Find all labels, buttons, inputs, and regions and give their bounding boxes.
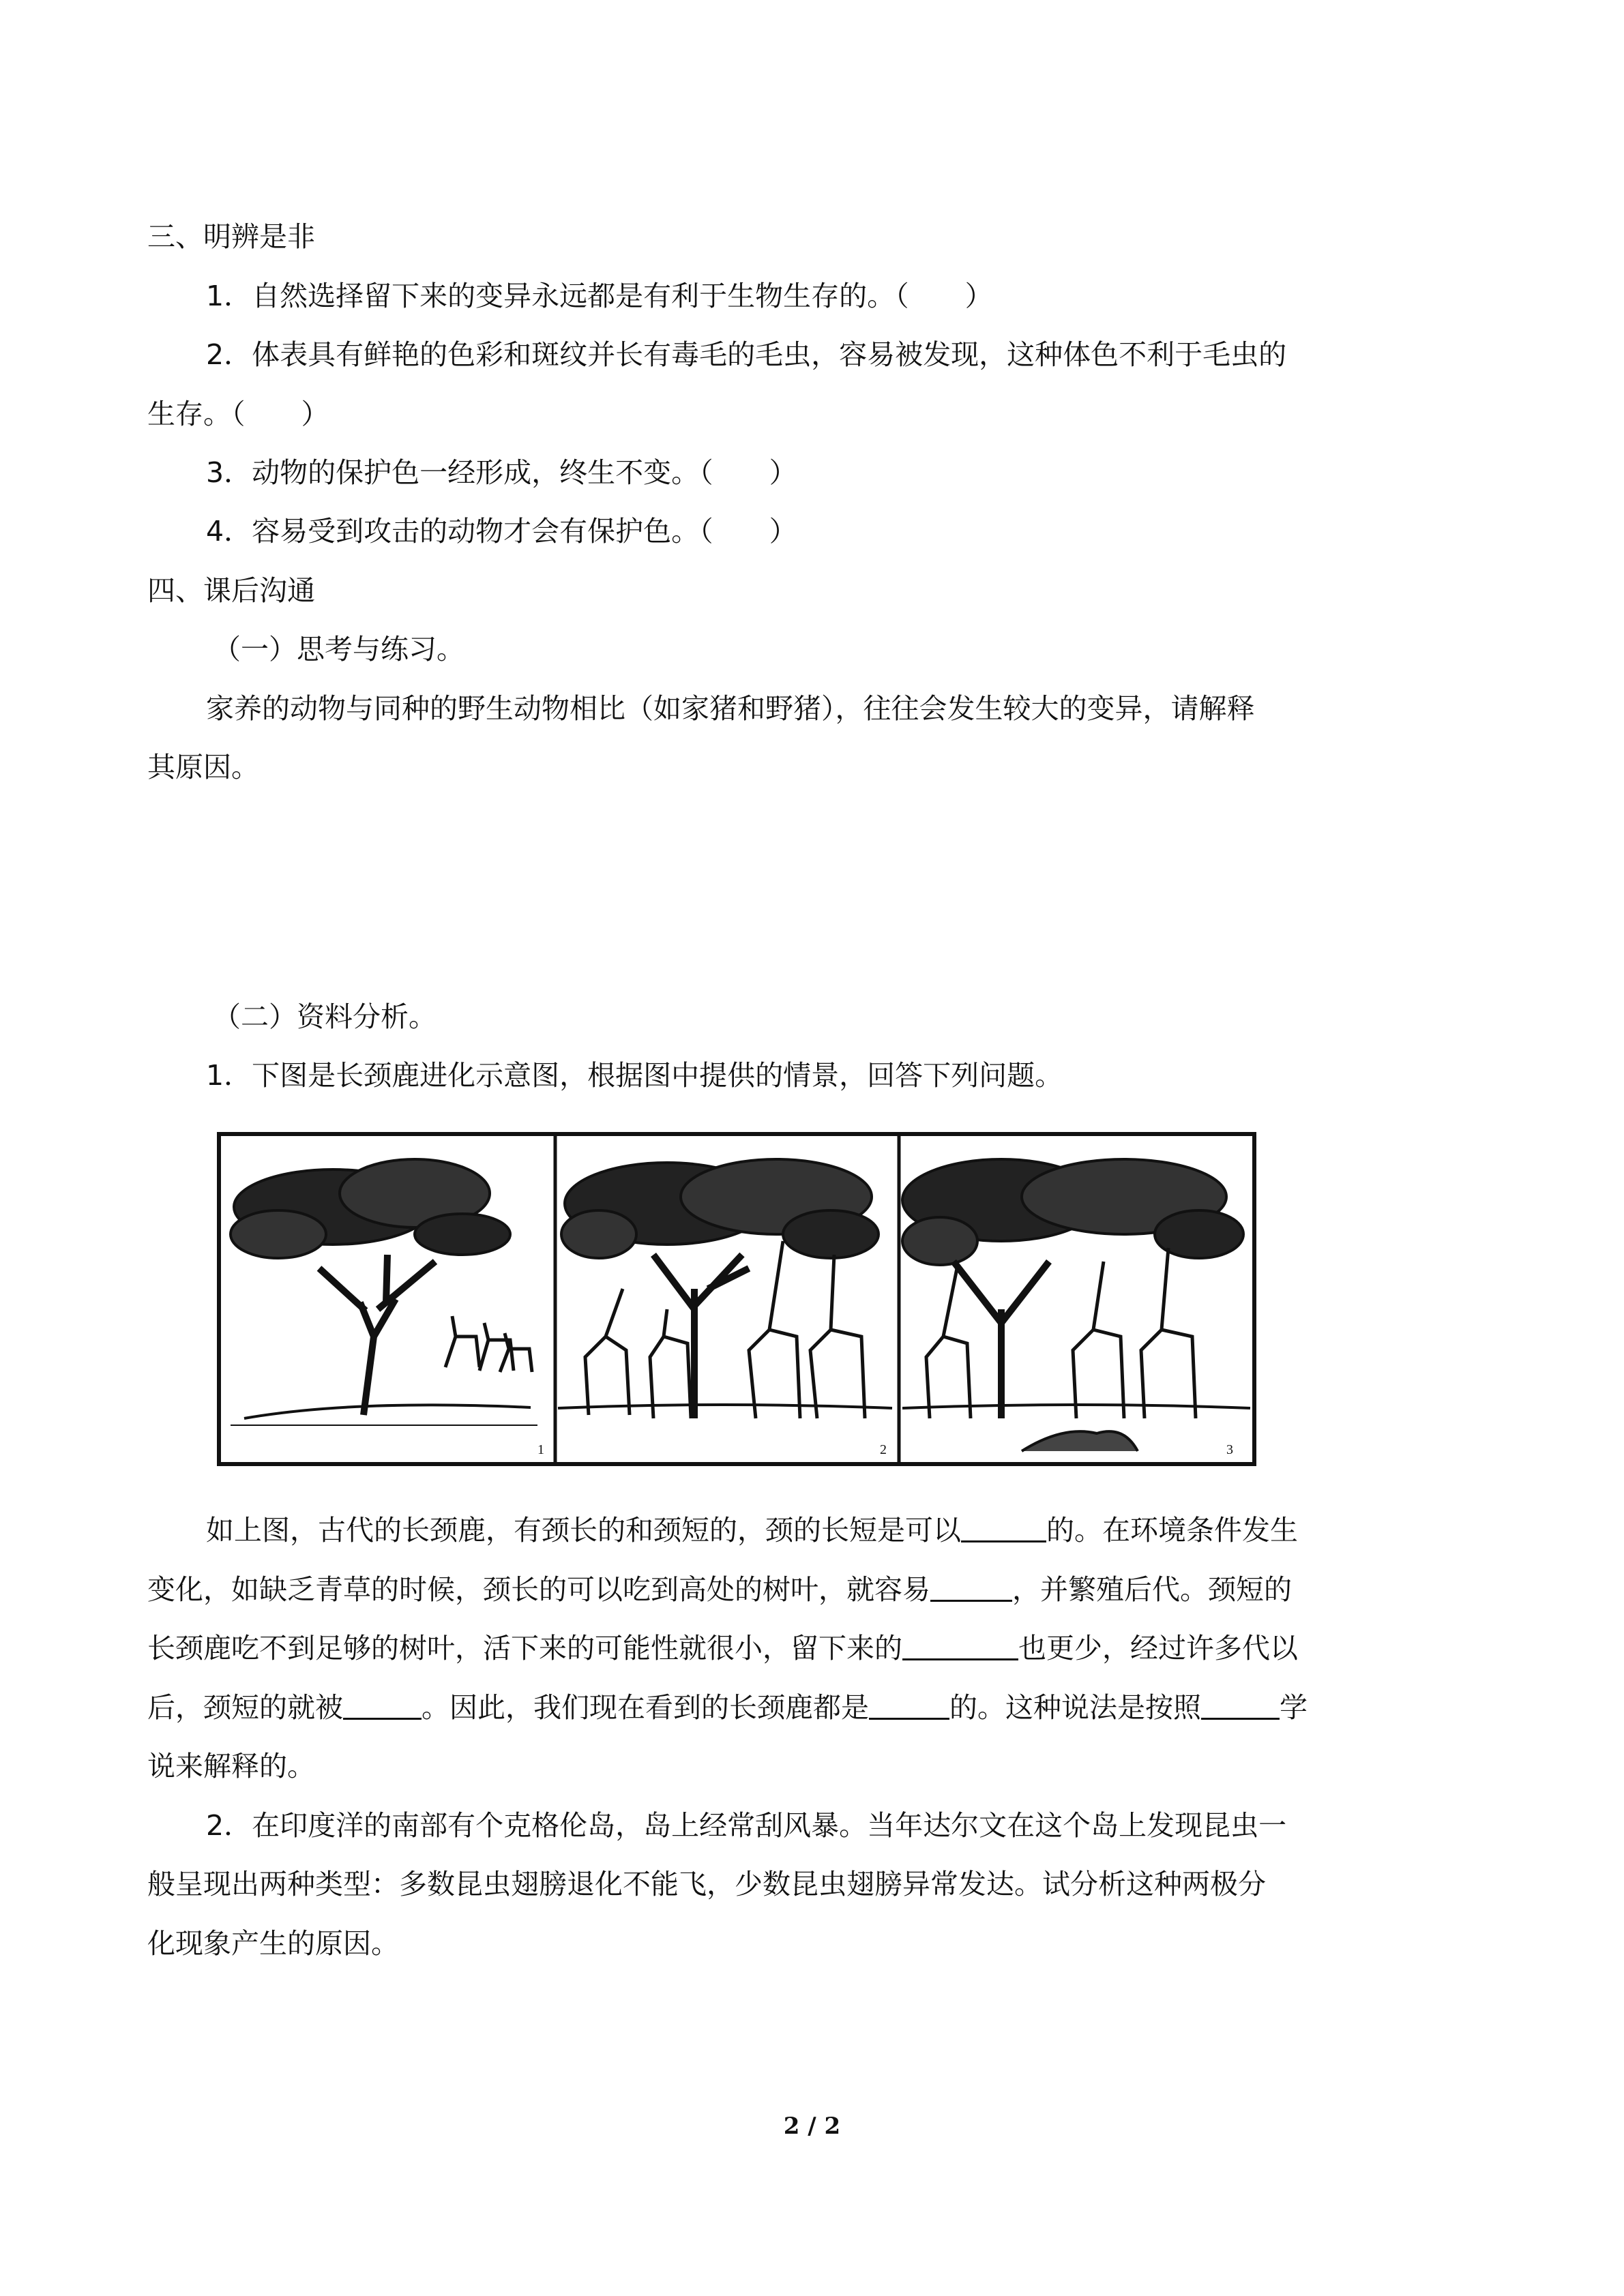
panel-label-2: 2: [880, 1442, 887, 1457]
blank-6[interactable]: [1201, 1689, 1280, 1720]
tf-question-1: 1．自然选择留下来的变异永远都是有利于生物生存的。（ ）: [206, 280, 993, 312]
fill-in-paragraph-line3: [147, 1628, 1298, 1668]
page-number: 2 / 2: [783, 2113, 841, 2140]
blank-5[interactable]: [869, 1689, 949, 1720]
subsection-1-text-line2: 其原因。: [147, 751, 259, 784]
para-text-2b: ，并繁殖后代。颈短的: [1012, 1573, 1292, 1606]
section3-title: 三、明辨是非: [147, 220, 315, 253]
fill-in-paragraph-line2: [147, 1570, 1292, 1609]
panel-label-3: 3: [1226, 1442, 1233, 1457]
fill-in-paragraph-line4: [147, 1688, 1308, 1727]
giraffe-evolution-figure: [217, 1132, 1256, 1466]
analysis-question-2-line1: 2．在印度洋的南部有个克格伦岛，岛上经常刮风暴。当年达尔文在这个岛上发现昆虫一: [206, 1809, 1287, 1842]
analysis-question-2-line3: 化现象产生的原因。: [147, 1927, 399, 1960]
panel-label-1: 1: [537, 1442, 544, 1457]
tf-question-3: 3．动物的保护色一经形成，终生不变。（ ）: [206, 456, 797, 489]
tf-question-2-line1: 2．体表具有鲜艳的色彩和斑纹并长有毒毛的毛虫，容易被发现，这种体色不利于毛虫的: [206, 338, 1287, 371]
section4-title: 四、课后沟通: [147, 574, 315, 607]
fill-in-paragraph-line1: [206, 1510, 1298, 1550]
subsection-2-title: （二）资料分析。: [213, 1000, 437, 1033]
analysis-question-1: 1．下图是长颈鹿进化示意图，根据图中提供的情景，回答下列问题。: [206, 1059, 1063, 1092]
para-text-4c: 的。这种说法是按照: [949, 1691, 1201, 1724]
para-text-2a: 变化，如缺乏青草的时候，颈长的可以吃到高处的树叶，就容易: [147, 1573, 930, 1606]
para-text-3a: 长颈鹿吃不到足够的树叶，活下来的可能性就很小，留下来的: [147, 1632, 902, 1665]
analysis-question-2-line2: 般呈现出两种类型：多数昆虫翅膀退化不能飞，少数昆虫翅膀异常发达。试分析这种两极分: [147, 1868, 1266, 1900]
blank-3[interactable]: [902, 1630, 1018, 1660]
para-text-3b: 也更少，经过许多代以: [1018, 1632, 1298, 1665]
tf-question-4: 4．容易受到攻击的动物才会有保护色。（ ）: [206, 515, 797, 548]
para-text-4b: 。因此，我们现在看到的长颈鹿都是: [422, 1691, 869, 1724]
blank-1[interactable]: [961, 1512, 1046, 1542]
subsection-1-text-line1: 家养的动物与同种的野生动物相比（如家猪和野猪），往往会发生较大的变异，请解释: [206, 692, 1255, 725]
tf-question-2-line2: 生存。（ ）: [147, 398, 329, 430]
para-text-1a: 如上图，古代的长颈鹿，有颈长的和颈短的，颈的长短是可以: [206, 1514, 961, 1547]
fill-in-paragraph-line5: 说来解释的。: [147, 1750, 315, 1783]
para-text-4a: 后，颈短的就被: [147, 1691, 343, 1724]
para-text-4d: 学: [1280, 1691, 1308, 1724]
subsection-1-title: （一）思考与练习。: [213, 633, 464, 666]
para-text-1b: 的。在环境条件发生: [1046, 1514, 1298, 1547]
blank-2[interactable]: [930, 1571, 1012, 1602]
blank-4[interactable]: [343, 1689, 422, 1720]
